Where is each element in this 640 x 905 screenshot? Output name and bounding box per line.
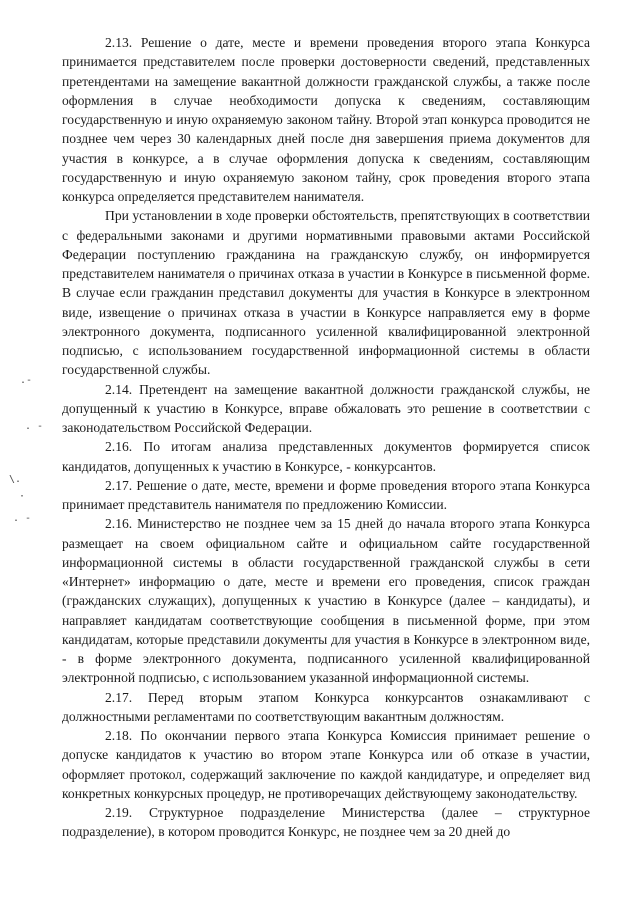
paragraph-2-14: 2.14. Претендент на замещение вакантной должности гражданской службы, не допущенный к участию в Конкурсе, вправе обжаловать это решение в соответствии с законодательством Российской Федерации. bbox=[62, 381, 590, 435]
scan-artifact-mark: \. bbox=[9, 474, 22, 485]
paragraph-2-13: 2.13. Решение о дате, месте и времени проведения второго этапа Конкурса принимается представителем после проверки достоверности сведений, представленных претендентами на замещение вакантной должности гражданской службы, а также после оформления в случае необходимости допуска к сведениям, составляющим государственную и иную охраняемую законом тайну. Второй этап конкурса проводится не позднее чем через 30 календарных дней после дня завершения приема документов для участия в конкурсе, а в случае оформления допуска к сведениям, составляющим государственную и иную охраняемую законом тайну, срок проведения второго этапа конкурса определяется представителем нанимателя. bbox=[62, 35, 590, 204]
paragraph-2-17-regulations: 2.17. Перед вторым этапом Конкурса конкурсантов ознакамливают с должностными регламентами по соответствующим вакантным должностям. bbox=[62, 689, 590, 724]
paragraph-2-16-candidates-list: 2.16. По итогам анализа представленных документов формируется список кандидатов, допущенных к участию в Конкурсе, - конкурсантов. bbox=[62, 439, 590, 474]
paragraph-2-17-decision: 2.17. Решение о дате, месте, времени и форме проведения второго этапа Конкурса принимает представитель нанимателя по предложению Комиссии. bbox=[62, 477, 590, 512]
document-body bbox=[62, 33, 590, 842]
scan-artifact-mark: · bbox=[19, 491, 26, 502]
paragraph-2-18: 2.18. По окончании первого этапа Конкурса Комиссия принимает решение о допуске кандидатов к участию во втором этапе Конкурса или об отказе в участии, оформляет протокол, содержащий заключение по каждой кандидатуре, и определяет вид конкретных конкурсных процедур, не противоречащих действующему законодательству. bbox=[62, 728, 590, 801]
scan-artifact-mark: . - bbox=[13, 513, 32, 524]
paragraph-2-16-ministry-publication: 2.16. Министерство не позднее чем за 15 дней до начала второго этапа Конкурса размещает на своем официальном сайте и официальном сайте государственной информационной системы в области государственной гражданской службы в сети «Интернет» информацию о дате, месте и времени его проведения, список граждан (гражданских служащих), допущенных к участию в Конкурсе (далее – кандидаты), и направляет кандидатам соответствующие сообщения в письменной форме, при этом кандидатам, которые представили документы для участия в Конкурсе в электронном виде, - в форме электронного документа, подписанного усиленной квалифицированной электронной подписью, с использованием указанной информационной системы. bbox=[62, 516, 590, 686]
scan-artifact-mark: .- bbox=[20, 375, 33, 386]
scan-artifact-mark: . - bbox=[25, 421, 44, 432]
scan-margin-marks bbox=[0, 0, 60, 905]
paragraph-refusal-notice: При установлении в ходе проверки обстоятельств, препятствующих в соответствии с федеральными законами и другими нормативными правовыми актами Российской Федерации поступлению гражданина на гражданскую службу, он информируется представителем нанимателя о причинах отказа в участии в Конкурсе в письменной форме. В случае если гражданин представил документы для участия в Конкурсе в электронном виде, извещение о причинах отказа в участии в Конкурсе направляется ему в форме электронного документа, подписанного усиленной квалифицированной электронной подписью, с использованием государственной информационной системы в области государственной службы. bbox=[62, 208, 590, 378]
paragraph-2-19: 2.19. Структурное подразделение Министерства (далее – структурное подразделение), в котором проводится Конкурс, не позднее чем за 20 дней до bbox=[62, 805, 590, 840]
